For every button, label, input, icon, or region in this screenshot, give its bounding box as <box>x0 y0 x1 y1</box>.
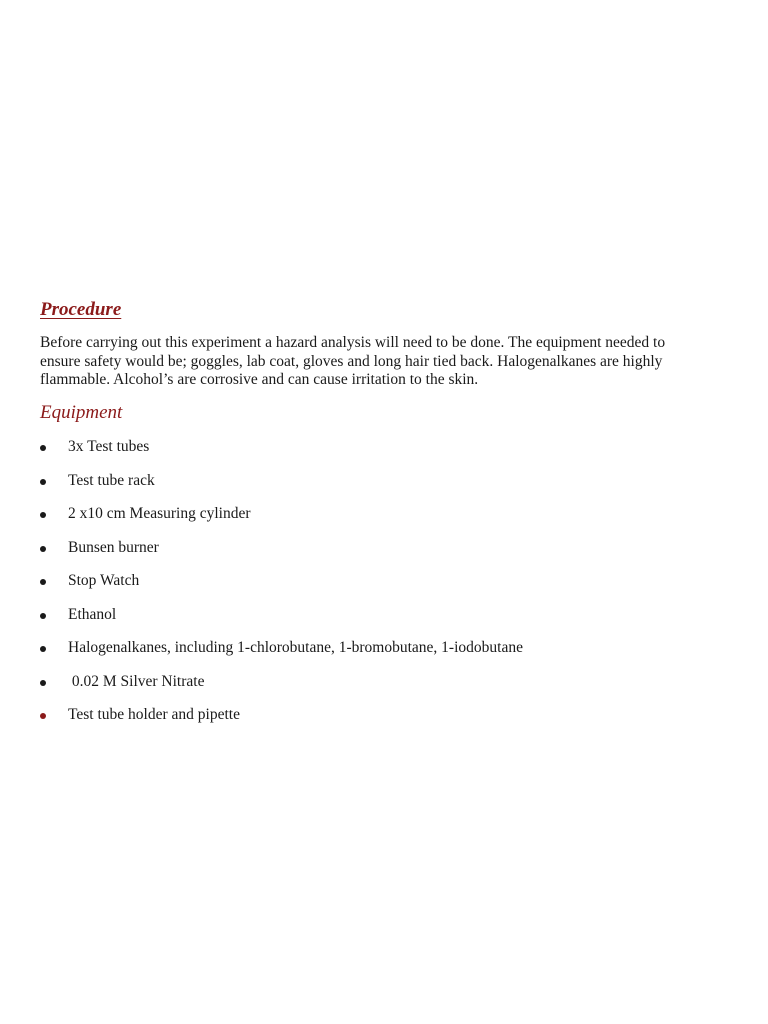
procedure-line: ensure safety would be; goggles, lab coat, gloves and long hair tied back. Halogenalkanes are highly <box>40 352 663 370</box>
list-item-text: Test tube rack <box>68 471 155 489</box>
bullet-icon <box>40 646 46 652</box>
bullet-icon <box>40 713 46 719</box>
list-item-text: Stop Watch <box>68 572 140 589</box>
list-item-text: Halogenalkanes, including 1-chlorobutane, 1-bromobutane, 1-iodobutane <box>68 639 523 656</box>
list-item-text: 0.02 M Silver Nitrate <box>68 672 205 690</box>
bullet-icon <box>40 546 46 552</box>
list-item-text: 3x Test tubes <box>68 438 150 455</box>
equipment-heading: Equipment <box>40 402 123 423</box>
bullet-icon <box>40 479 46 485</box>
bullet-icon <box>40 445 46 451</box>
bullet-icon <box>40 579 46 585</box>
procedure-line: Before carrying out this experiment a hazard analysis will need to be done. The equipment needed to <box>40 334 666 351</box>
bullet-icon <box>40 512 46 518</box>
procedure-paragraph <box>40 334 730 390</box>
procedure-heading: Procedure <box>40 299 122 320</box>
list-item-text: Bunsen burner <box>68 538 159 556</box>
procedure-line: flammable. Alcohol’s are corrosive and can cause irritation to the skin. <box>40 371 479 388</box>
list-item-text: Ethanol <box>68 605 117 623</box>
list-item-text: 2 x10 cm Measuring cylinder <box>68 505 251 522</box>
bullet-icon <box>40 680 46 686</box>
list-item-text: Test tube holder and pipette <box>68 706 240 723</box>
bullet-icon <box>40 613 46 619</box>
